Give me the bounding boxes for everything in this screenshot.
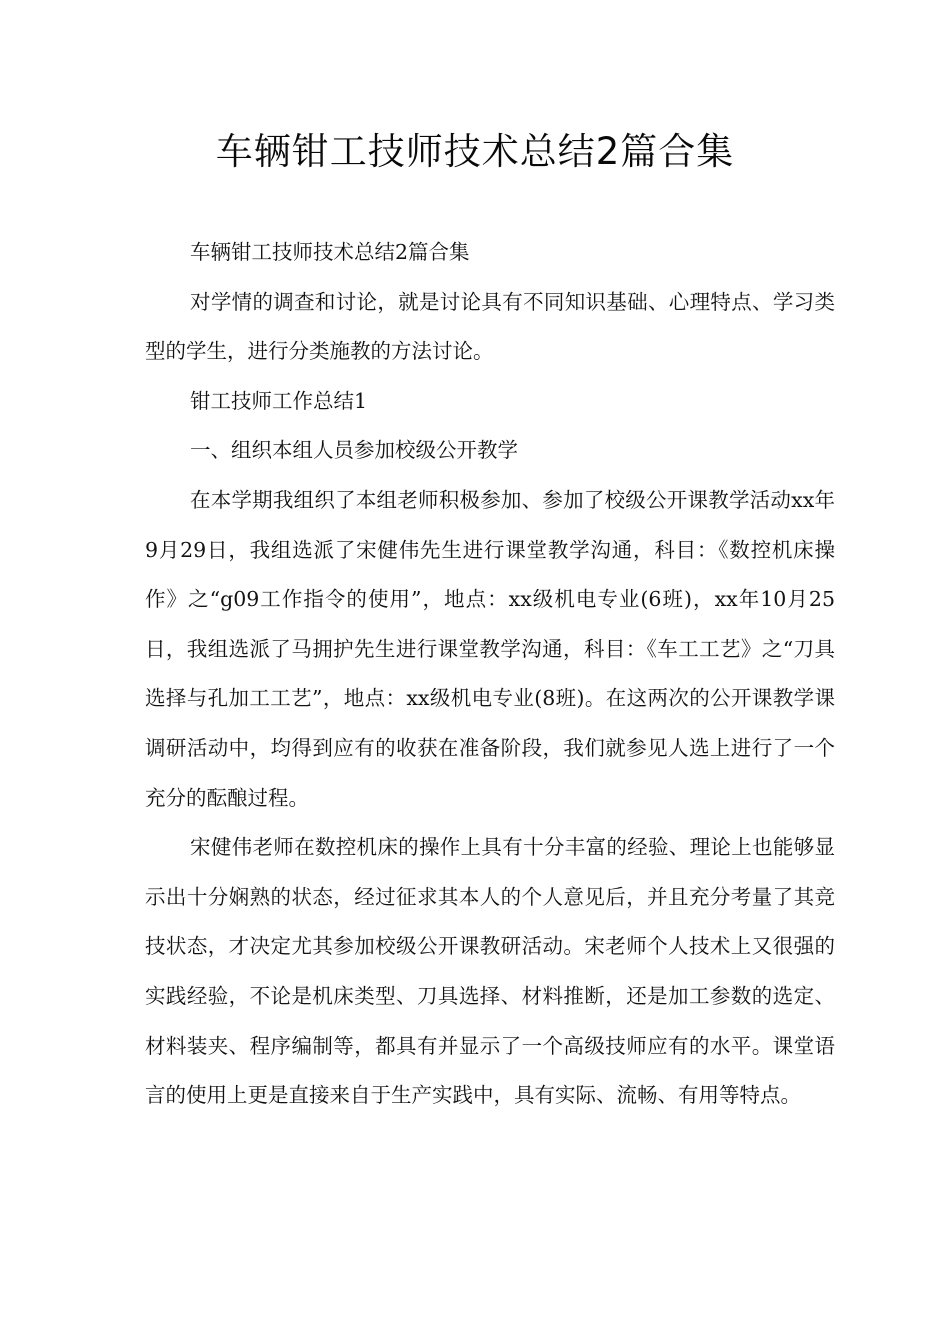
paragraph-section-heading: 钳工技师工作总结1 <box>190 388 368 413</box>
document-body <box>145 228 835 1121</box>
paragraph-subheading: 一、组织本组人员参加校级公开教学 <box>190 438 518 463</box>
paragraph-subtitle: 车辆钳工技师技术总结2篇合集 <box>190 240 470 264</box>
paragraph-body-1: 在本学期我组织了本组老师积极参加、参加了校级公开课教学活动xx年9月29日，我组选派了宋健伟先生进行课堂教学沟通，科目：《数控机床操作》之“g09工作指令的使用”，地点：xx级机电专业(6班)，xx年10月25日，我组选派了马拥护先生进行课堂教学沟通，科目：《车工工艺》之“刀具选择与孔加工工艺”，地点：xx级机电专业(8班)。在这两次的公开课教学课调研活动中，均得到应有的收获在准备阶段，我们就参见人选上进行了一个充分的酝酿过程。 <box>145 487 835 810</box>
paragraph-intro: 对学情的调查和讨论，就是讨论具有不同知识基础、心理特点、学习类型的学生，进行分类施教的方法讨论。 <box>145 289 835 364</box>
document-title: 车辆钳工技师技术总结2篇合集 <box>215 130 735 173</box>
paragraph-body-2: 宋健伟老师在数控机床的操作上具有十分丰富的经验、理论上也能够显示出十分娴熟的状态，经过征求其本人的个人意见后，并且充分考量了其竞技状态，才决定尤其参加校级公开课教研活动。宋老师个人技术上又很强的实践经验，不论是机床类型、刀具选择、材料推断，还是加工参数的选定、材料装夹、程序编制等，都具有并显示了一个高级技师应有的水平。课堂语言的使用上更是直接来自于生产实践中，具有实际、流畅、有用等特点。 <box>145 835 835 1108</box>
